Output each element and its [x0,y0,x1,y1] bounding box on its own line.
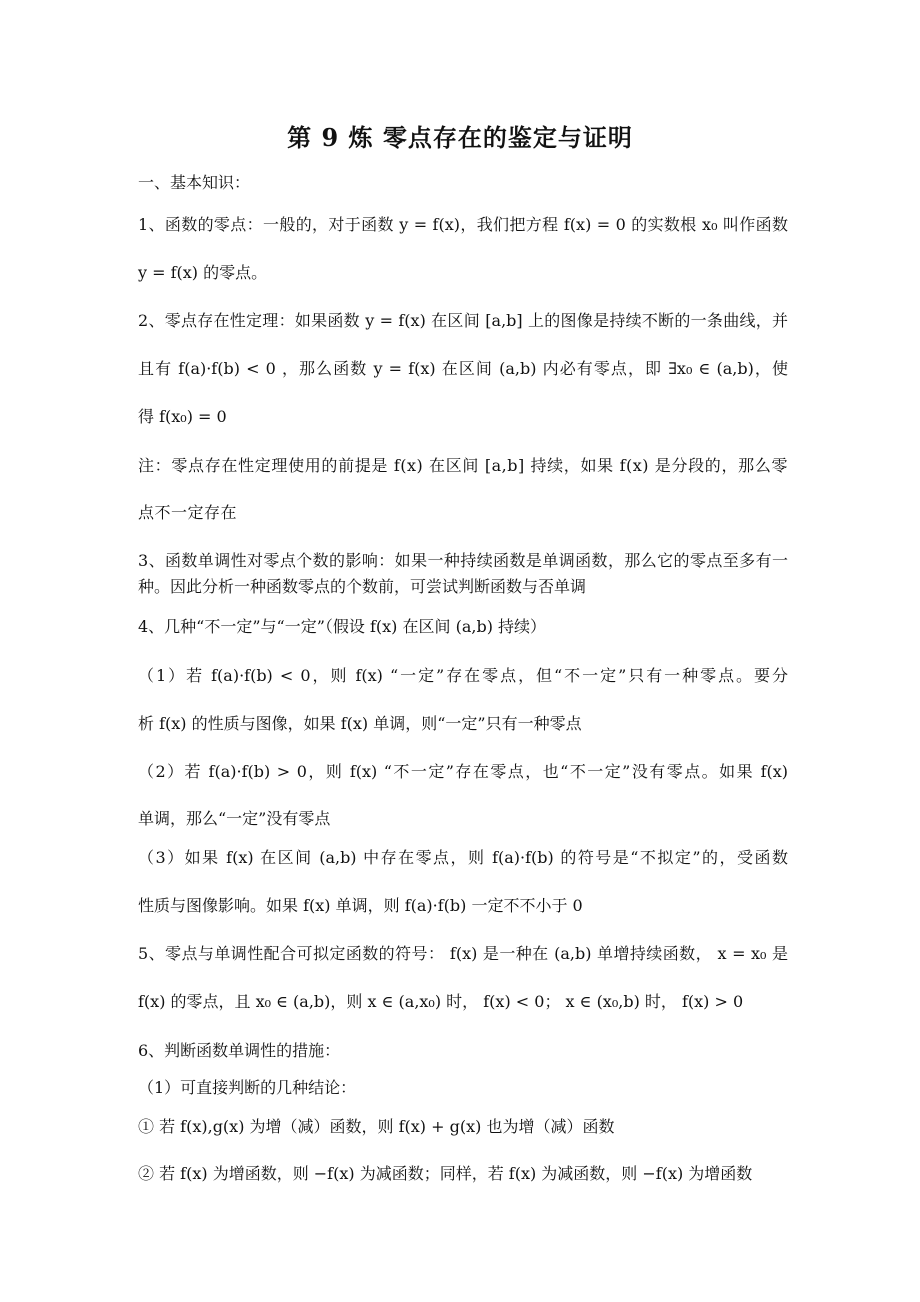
text-line: 单调，那么“一定”没有零点 [138,809,331,828]
text-line: （2）若 f(a)·f(b) > 0，则 f(x) “不一定”存在零点，也“不一定”没有零点。如果 f(x) [138,762,788,781]
text-line: （1）若 f(a)·f(b) < 0，则 f(x) “一定”存在零点，但“不一定”只有一种零点。要分 [138,666,788,685]
text-line: 5、零点与单调性配合可拟定函数的符号： f(x) 是一种在 (a,b) 单增持续函数， x = x₀ 是 [138,944,788,963]
note-line: 点不一定存在 [138,503,238,522]
text-line: 种。因此分析一种函数零点的个数前，可尝试判断函数与否单调 [138,577,587,596]
note-line: 注：零点存在性定理使用的前提是 f(x) 在区间 [a,b] 持续，如果 f(x) 是分段的，那么零 [138,456,788,475]
text-line: （1）可直接判断的几种结论： [138,1078,357,1097]
text-line: f(x) 的零点，且 x₀ ∈ (a,b)，则 x ∈ (a,x₀) 时， f(x) < 0； x ∈ (x₀,b) 时， f(x) > 0 [138,992,744,1011]
section-heading: 一、基本知识： [138,173,251,192]
text-line: ② 若 f(x) 为增函数，则 −f(x) 为减函数；同样，若 f(x) 为减函数，则 −f(x) 为增函数 [138,1164,753,1183]
text-line: 1、函数的零点：一般的，对于函数 y = f(x)，我们把方程 f(x) = 0 的实数根 x₀ 叫作函数 [138,215,788,234]
text-line: 性质与图像影响。如果 f(x) 单调，则 f(a)·f(b) 一定不不小于 0 [138,896,583,915]
page-title: 第 9 炼 零点存在的鉴定与证明 [287,123,633,152]
text-line: 且有 f(a)·f(b) < 0 ，那么函数 y = f(x) 在区间 (a,b) 内必有零点，即 ∃x₀ ∈ (a,b)，使 [138,359,788,378]
text-line: 6、判断函数单调性的措施： [138,1041,341,1060]
text-line: 2、零点存在性定理：如果函数 y = f(x) 在区间 [a,b] 上的图像是持续不断的一条曲线，并 [138,311,788,330]
text-line: 3、函数单调性对零点个数的影响：如果一种持续函数是单调函数，那么它的零点至多有一 [138,551,788,570]
text-line: 析 f(x) 的性质与图像，如果 f(x) 单调，则“一定”只有一种零点 [138,714,582,733]
text-line: 4、几种“不一定”与“一定”（假设 f(x) 在区间 (a,b) 持续） [138,617,547,636]
text-line: 得 f(x₀) = 0 [138,407,227,426]
text-line: ① 若 f(x),g(x) 为增（减）函数，则 f(x) + g(x) 也为增（减）函数 [138,1117,615,1136]
text-line: y = f(x) 的零点。 [138,263,268,282]
text-line: （3）如果 f(x) 在区间 (a,b) 中存在零点，则 f(a)·f(b) 的符号是“不拟定”的，受函数 [138,848,788,867]
